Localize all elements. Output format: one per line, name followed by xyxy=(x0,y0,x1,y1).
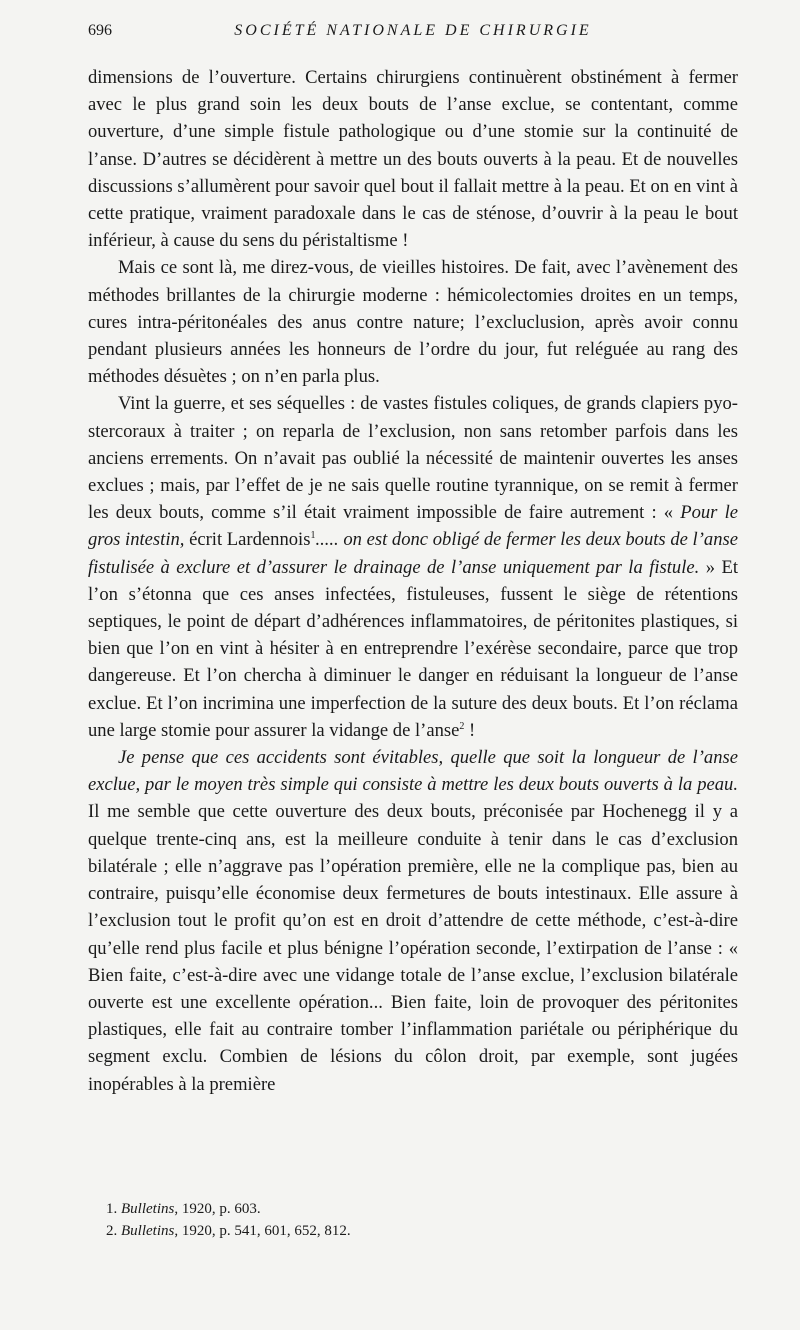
page-header xyxy=(88,22,738,46)
footnote-2-source: Bulletins xyxy=(121,1223,175,1239)
paragraph-2: Mais ce sont là, me direz-vous, de vieilles histoires. De fait, avec l’avènement des méthodes brillantes de la chirurgie moderne : hémicolectomies droites en un temps, cures intra-péritonéales des anus contre nature; l’excluclusion, après avoir connu pendant plusieurs années les honneurs de l’ordre du jour, fut reléguée au rang des méthodes désuètes ; on n’en parla plus. xyxy=(88,257,738,388)
paragraph-4 xyxy=(88,744,738,1098)
footnote-1 xyxy=(106,1198,746,1220)
paragraph-3-quote-a: Pour le gros intestin, xyxy=(88,502,738,551)
footnote-ref-1: 1 xyxy=(310,530,316,542)
paragraph-4-emphasis: Je pense que ces accidents sont évitables, quelle que soit la longueur de l’anse exclue, par le moyen très simple qui consiste à mettre les deux bouts ouverts à la peau. xyxy=(88,747,738,796)
footnote-1-source: Bulletins xyxy=(121,1201,175,1217)
footnote-2-number: 2. xyxy=(106,1223,118,1239)
paragraph-3-quote-b: ..... on est donc obligé de fermer les deux bouts de l’anse fistulisée à exclure et d’assurer le drainage de l’anse uniquement par la fistule. xyxy=(88,529,738,578)
footnote-2-detail: , 1920, p. 541, 601, 652, 812. xyxy=(174,1223,351,1239)
page-number: 696 xyxy=(88,22,112,39)
running-title: SOCIÉTÉ NATIONALE DE CHIRURGIE xyxy=(234,22,592,39)
paragraph-3 xyxy=(88,390,738,744)
paragraph-3-text-c: écrit Lardennois xyxy=(184,529,311,551)
footnotes xyxy=(106,1198,746,1242)
paragraph-3-text-f: » Et l’on s’étonna que ces anses infectées, fistuleuses, fussent le siège de rétentions septiques, le point de départ d’adhérences inflammatoires, de péritonites plastiques, si bien que l’on en vint à hésiter à en entreprendre l’exérèse secondaire, parce que trop dangereuse. Et l’on chercha à diminuer le danger en réduisant la longueur de l’anse exclue. Et l’on incrimina une imperfection de la suture des deux bouts. Et l’on réclama une large stomie pour assurer la vidange de l’anse xyxy=(88,556,738,741)
paragraph-3-text-h: ! xyxy=(464,719,476,741)
footnote-2 xyxy=(106,1220,746,1242)
footnote-ref-2: 2 xyxy=(459,720,465,732)
paragraph-3-text-a: Vint la guerre, et ses séquelles : de vastes fistules coliques, de grands clapiers pyo-stercoraux à traiter ; on reparla de l’exclusion, non sans retomber parfois dans les anciens errements. On n’avait pas oublié la nécessité de maintenir ouvertes les anses exclues ; mais, par l’effet de je ne sais quelle routine tyrannique, on se remit à fermer les deux bouts, comme s’il était vraiment impossible de faire autrement : « xyxy=(88,393,738,524)
footnote-1-number: 1. xyxy=(106,1201,118,1217)
paragraph-1: dimensions de l’ouverture. Certains chirurgiens continuèrent obstinément à fermer avec le plus grand soin les deux bouts de l’anse exclue, se contentant, comme ouverture, d’une simple fistule pathologique ou d’une stomie sur la continuité de l’anse. D’autres se décidèrent à mettre un des bouts ouverts à la peau. Et de nouvelles discussions s’allumèrent pour savoir quel bout il fallait mettre à la peau. Et on en vint à cette pratique, vraiment paradoxale dans le cas de sténose, d’ouvrir à la peau le bout inférieur, à cause du sens du péristaltisme ! xyxy=(88,67,738,252)
footnote-1-detail: , 1920, p. 603. xyxy=(174,1201,261,1217)
body-text xyxy=(88,64,738,1098)
paragraph-4-text: Il me semble que cette ouverture des deux bouts, préconisée par Hochenegg il y a quelque trente-cinq ans, est la meilleure conduite à tenir dans le cas d’exclusion bilatérale ; elle n’aggrave pas l’opération première, elle ne la complique pas, bien au contraire, puisqu’elle économise deux fermetures de bouts intestinaux. Elle assure à l’exclusion tout le profit qu’on est en droit d’attendre de cette méthode, c’est-à-dire qu’elle rend plus facile et plus bénigne l’opération seconde, l’extirpation de l’anse : « Bien faite, c’est-à-dire avec une vidange totale de l’anse exclue, l’exclusion bilatérale ouverte est une excellente opération... Bien faite, loin de provoquer des péritonites plastiques, elle fait au contraire tomber l’inflammation pariétale ou périphérique du segment exclu. Combien de lésions du côlon droit, par exemple, sont jugées inopérables à la première xyxy=(88,801,738,1095)
